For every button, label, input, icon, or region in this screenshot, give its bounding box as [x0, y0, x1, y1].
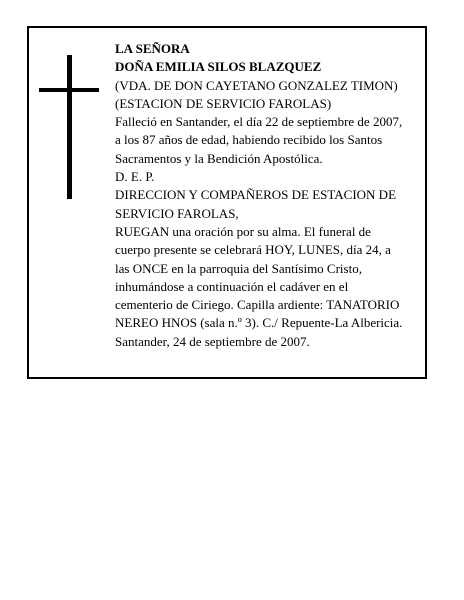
request-line: cementerio de Ciriego. Capilla ardiente: TANATORIO: [115, 297, 400, 313]
rip-line: D. E. P.: [115, 169, 155, 185]
request-line: NEREO HNOS (sala n.º 3). C./ Repuente-La Albericia.: [115, 315, 403, 331]
mourners-line: SERVICIO FAROLAS,: [115, 205, 239, 221]
request-line: inhumándose a continuación el cadáver en el: [115, 278, 349, 294]
request-line: RUEGAN una oración por su alma. El funeral de: [115, 223, 371, 239]
death-line: Sacramentos y la Bendición Apostólica.: [115, 150, 323, 166]
cross-vertical-bar: [67, 55, 72, 199]
business-line: (ESTACION DE SERVICIO FAROLAS): [115, 95, 332, 111]
mourners-line: DIRECCION Y COMPAÑEROS DE ESTACION DE: [115, 187, 397, 203]
dateline: Santander, 24 de septiembre de 2007.: [115, 333, 310, 349]
death-line: Falleció en Santander, el día 22 de septiembre de 2007,: [115, 114, 403, 130]
notice-title: LA SEÑORA: [115, 41, 190, 56]
deceased-name: DOÑA EMILIA SILOS BLAZQUEZ: [115, 59, 322, 75]
death-line: a los 87 años de edad, habiendo recibido los Santos: [115, 132, 383, 148]
cross-horizontal-bar: [39, 88, 99, 92]
request-line: cuerpo presente se celebrará HOY, LUNES, día 24, a: [115, 242, 391, 258]
notice-text: [115, 40, 421, 351]
request-line: las ONCE en la parroquia del Santísimo Cristo,: [115, 260, 362, 276]
obituary-notice: [27, 26, 427, 379]
widow-of-line: (VDA. DE DON CAYETANO GONZALEZ TIMON): [115, 77, 398, 93]
cross-icon: [39, 55, 99, 199]
